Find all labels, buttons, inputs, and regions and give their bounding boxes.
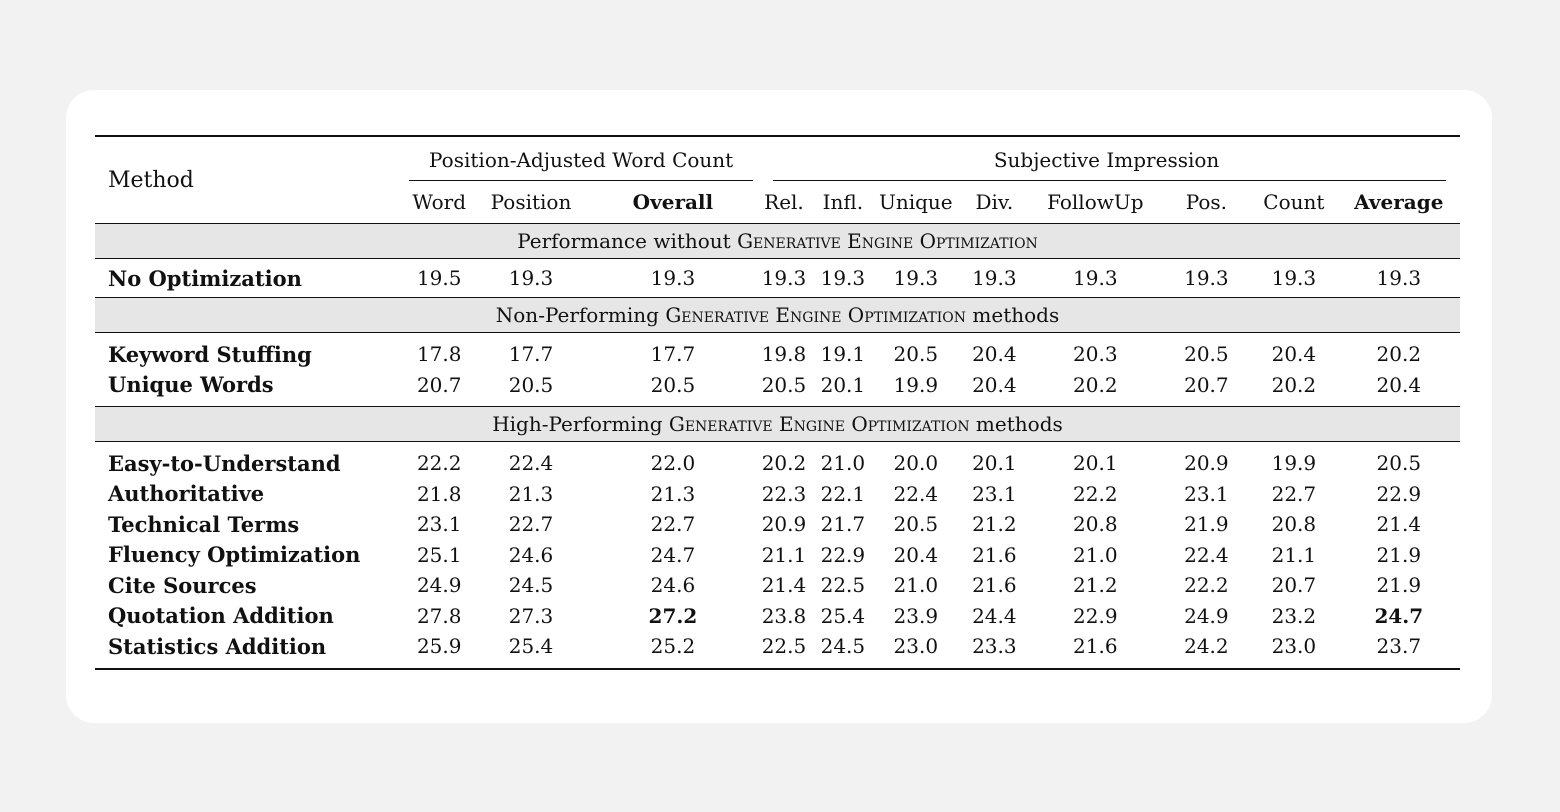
value-cell: 22.4 [508, 451, 554, 476]
value-cell: 20.4 [972, 372, 1017, 397]
value-cell: 22.0 [650, 451, 696, 476]
cmidrule [409, 180, 753, 181]
method-name: Unique Words [108, 372, 274, 398]
value-cell: 23.8 [761, 603, 807, 628]
value-cell: 23.9 [893, 603, 939, 628]
value-cell: 20.8 [1271, 512, 1317, 537]
section-title-suffix: methods [966, 303, 1060, 327]
table-row [95, 540, 1460, 571]
value-cell: 21.0 [893, 573, 939, 598]
value-cell: 25.9 [416, 634, 462, 659]
method-name: Keyword Stuffing [108, 341, 312, 367]
value-cell: 24.2 [1184, 634, 1229, 659]
method-name: Statistics Addition [108, 633, 327, 659]
value-cell: 24.7 [650, 542, 696, 567]
value-cell: 23.1 [1184, 481, 1229, 506]
value-cell: 22.1 [820, 481, 866, 506]
col-header-overall: Overall [632, 190, 714, 214]
col-header-position: Position [490, 190, 572, 214]
value-cell: 27.3 [508, 603, 554, 628]
value-cell: 24.5 [508, 573, 554, 598]
value-cell: 22.9 [1073, 603, 1118, 628]
table-row [95, 448, 1460, 479]
group-header-subjective [753, 137, 1460, 181]
value-cell: 20.8 [1073, 512, 1118, 537]
group-header-label: Position-Adjusted Word Count [429, 148, 734, 172]
value-cell: 19.3 [893, 266, 939, 290]
value-cell: 22.2 [1073, 481, 1118, 506]
value-cell: 22.4 [893, 481, 939, 506]
value-cell: 20.5 [508, 372, 554, 397]
section-title [95, 224, 1460, 259]
value-cell: 19.3 [1184, 266, 1229, 290]
value-cell: 20.0 [893, 451, 939, 476]
value-cell: 19.3 [972, 266, 1017, 290]
cmidrule [773, 180, 1446, 181]
value-cell: 22.5 [820, 573, 866, 598]
value-cell: 20.1 [972, 451, 1017, 476]
value-cell: 21.9 [1184, 512, 1229, 537]
value-cell: 20.2 [1376, 342, 1422, 367]
value-cell: 23.0 [1271, 634, 1317, 659]
value-cell: 17.7 [650, 342, 696, 367]
method-column-header: Method [108, 167, 194, 193]
value-cell: 21.3 [508, 481, 554, 506]
value-cell: 19.3 [508, 266, 554, 290]
value-cell: 20.3 [1073, 342, 1118, 367]
value-cell: 19.3 [761, 266, 807, 290]
section-band [95, 298, 1460, 333]
value-cell: 22.9 [1376, 481, 1422, 506]
section-title [95, 298, 1460, 333]
value-cell: 20.5 [893, 512, 939, 537]
value-cell: 19.3 [1376, 266, 1422, 290]
col-header-infl: Infl. [822, 190, 864, 214]
value-cell: 19.5 [416, 266, 462, 290]
value-cell: 20.5 [761, 372, 807, 397]
table-row [95, 570, 1460, 601]
section-title-text: Non-Performing [495, 303, 666, 327]
table-row [95, 339, 1460, 370]
section-title-text: High-Performing [492, 412, 669, 436]
value-cell: 19.3 [1271, 266, 1317, 290]
value-cell: 20.5 [1184, 342, 1229, 367]
value-cell: 21.2 [1073, 573, 1118, 598]
value-cell: 24.6 [650, 573, 696, 598]
value-cell: 21.7 [820, 512, 866, 537]
value-cell: 25.2 [650, 634, 696, 659]
table-row [95, 479, 1460, 510]
section-band [95, 224, 1460, 259]
col-header-count: Count [1263, 190, 1325, 214]
value-cell: 22.9 [820, 542, 866, 567]
value-cell: 20.4 [893, 542, 939, 567]
value-cell: 20.4 [1376, 372, 1422, 397]
value-cell: 23.2 [1271, 603, 1317, 628]
table-row [95, 601, 1460, 632]
section-title-smallcaps: Generative Engine Optimization [668, 412, 970, 436]
value-cell: 20.7 [1184, 372, 1229, 397]
value-cell: 21.6 [1073, 634, 1118, 659]
section-title-smallcaps: Generative Engine Optimization [665, 303, 967, 327]
value-cell: 22.7 [650, 512, 696, 537]
method-name: Fluency Optimization [108, 542, 361, 568]
value-cell: 24.6 [508, 542, 554, 567]
value-cell: 21.6 [972, 542, 1017, 567]
value-cell: 22.4 [1184, 542, 1229, 567]
value-cell: 20.5 [1376, 451, 1422, 476]
results-table [95, 135, 1460, 670]
col-header-div: Div. [975, 190, 1014, 214]
value-cell: 21.8 [416, 481, 462, 506]
value-cell: 25.4 [820, 603, 866, 628]
value-cell: 24.9 [416, 573, 462, 598]
value-cell: 24.7 [1374, 603, 1424, 628]
value-cell: 20.5 [893, 342, 939, 367]
method-name: No Optimization [108, 265, 302, 291]
value-cell: 21.9 [1376, 573, 1422, 598]
section-title-text: Performance without [517, 229, 738, 253]
value-cell: 19.9 [893, 372, 939, 397]
value-cell: 20.5 [650, 372, 696, 397]
col-header-followup: FollowUp [1047, 190, 1144, 214]
value-cell: 22.2 [416, 451, 462, 476]
group-header-word-count [409, 137, 753, 181]
value-cell: 20.1 [1073, 451, 1118, 476]
section-band [95, 407, 1460, 442]
value-cell: 19.3 [820, 266, 866, 290]
value-cell: 17.8 [416, 342, 462, 367]
value-cell: 20.2 [1271, 372, 1317, 397]
value-cell: 21.6 [972, 573, 1017, 598]
value-cell: 22.2 [1184, 573, 1229, 598]
value-cell: 23.1 [416, 512, 462, 537]
value-cell: 20.7 [416, 372, 462, 397]
value-cell: 20.2 [1073, 372, 1118, 397]
value-cell: 20.1 [820, 372, 866, 397]
value-cell: 25.4 [508, 634, 554, 659]
value-cell: 22.7 [508, 512, 554, 537]
value-cell: 20.9 [1184, 451, 1229, 476]
col-header-word: Word [412, 190, 467, 214]
value-cell: 27.2 [648, 603, 698, 628]
value-cell: 23.1 [972, 481, 1017, 506]
method-name: Easy-to-Understand [108, 450, 341, 476]
value-cell: 21.4 [1376, 512, 1422, 537]
value-cell: 23.7 [1376, 634, 1422, 659]
value-cell: 21.2 [972, 512, 1017, 537]
value-cell: 20.9 [761, 512, 807, 537]
table-row [95, 509, 1460, 540]
group-header-label: Subjective Impression [993, 148, 1220, 172]
value-cell: 20.4 [1271, 342, 1317, 367]
value-cell: 21.9 [1376, 542, 1422, 567]
value-cell: 21.1 [761, 542, 807, 567]
value-cell: 27.8 [416, 603, 462, 628]
value-cell: 22.3 [761, 481, 807, 506]
col-header-unique: Unique [878, 190, 953, 214]
method-name: Quotation Addition [108, 603, 334, 629]
method-name: Cite Sources [108, 572, 257, 598]
value-cell: 21.3 [650, 481, 696, 506]
col-header-rel: Rel. [764, 190, 804, 214]
col-header-average: Average [1354, 190, 1444, 214]
value-cell: 20.7 [1271, 573, 1317, 598]
value-cell: 20.2 [761, 451, 807, 476]
table-row [95, 259, 1460, 298]
value-cell: 21.0 [820, 451, 866, 476]
method-name: Technical Terms [108, 511, 300, 537]
section-title-smallcaps: Generative Engine Optimization [737, 229, 1038, 253]
value-cell: 22.5 [761, 634, 807, 659]
value-cell: 23.3 [972, 634, 1017, 659]
value-cell: 17.7 [508, 342, 554, 367]
table-row [95, 631, 1460, 662]
value-cell: 21.0 [1073, 542, 1118, 567]
value-cell: 19.8 [761, 342, 807, 367]
value-cell: 24.4 [972, 603, 1017, 628]
value-cell: 19.1 [820, 342, 866, 367]
value-cell: 20.4 [972, 342, 1017, 367]
value-cell: 19.3 [1073, 266, 1118, 290]
col-header-pos: Pos. [1185, 190, 1228, 214]
value-cell: 22.7 [1271, 481, 1317, 506]
section-title [95, 407, 1460, 442]
method-name: Authoritative [108, 481, 265, 507]
table-row [95, 370, 1460, 401]
value-cell: 25.1 [416, 542, 462, 567]
value-cell: 19.3 [650, 266, 696, 290]
value-cell: 23.0 [893, 634, 939, 659]
value-cell: 21.1 [1271, 542, 1317, 567]
value-cell: 21.4 [761, 573, 807, 598]
section-title-suffix: methods [969, 412, 1063, 436]
value-cell: 19.9 [1271, 451, 1317, 476]
value-cell: 24.5 [820, 634, 866, 659]
value-cell: 24.9 [1184, 603, 1229, 628]
